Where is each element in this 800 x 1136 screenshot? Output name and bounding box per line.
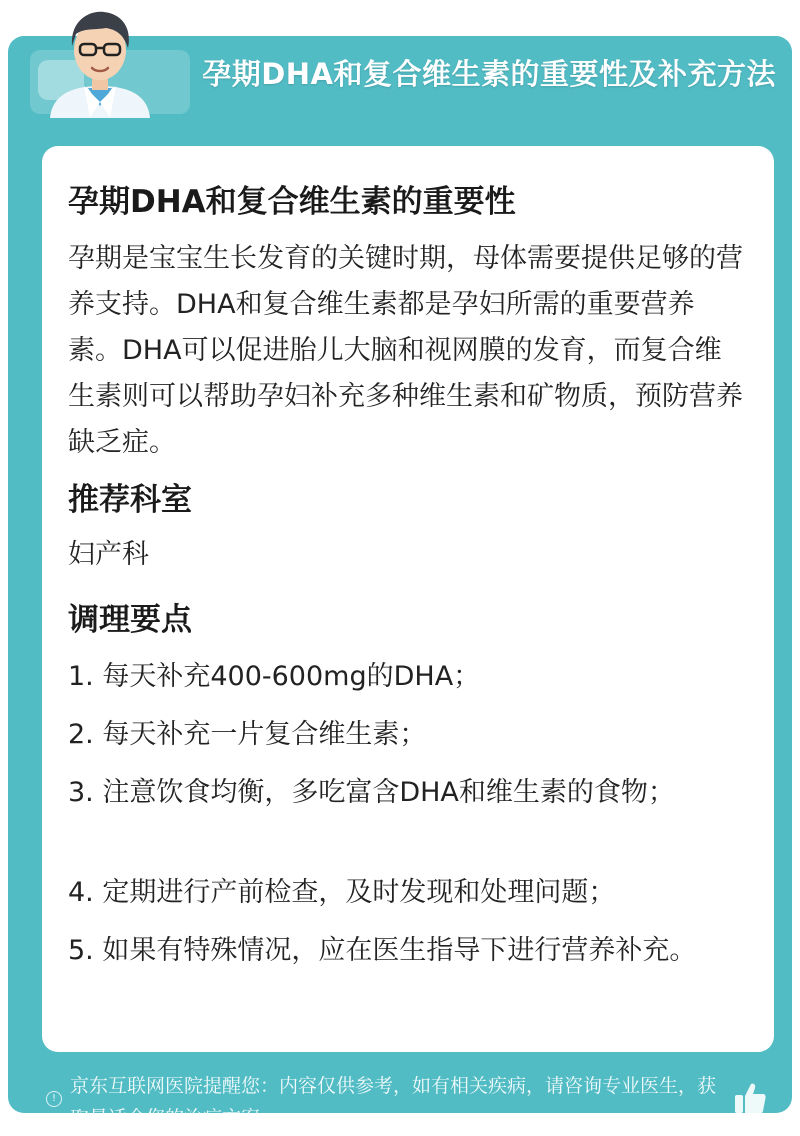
content-card — [42, 146, 774, 1052]
info-icon: ! — [46, 1091, 62, 1107]
footer-disclaimer: 京东互联网医院提醒您：内容仅供参考，如有相关疾病，请咨询专业医生，获取最适合您的治疗方案 — [70, 1075, 717, 1129]
thumbs-up-icon[interactable] — [732, 1080, 768, 1116]
section-body-importance: 孕期是宝宝生长发育的关键时期，母体需要提供足够的营养支持。DHA和复合维生素都是孕妇所需的重要营养素。DHA可以促进胎儿大脑和视网膜的发育，而复合维生素则可以帮助孕妇补充多种维生素和矿物质，预防营养缺乏症。 — [68, 243, 743, 458]
list-item: 1. 每天补充400-600mg的DHA； — [68, 661, 481, 692]
list-item: 2. 每天补充一片复合维生素； — [68, 719, 427, 750]
section-body-department: 妇产科 — [68, 539, 149, 570]
footer — [8, 1066, 792, 1136]
list-item: 4. 定期进行产前检查，及时发现和处理问题； — [68, 877, 616, 908]
page-title: 孕期DHA和复合维生素的重要性及补充方法 — [202, 57, 776, 91]
section-heading-importance: 孕期DHA和复合维生素的重要性 — [68, 184, 516, 220]
section-heading-department: 推荐科室 — [68, 482, 192, 518]
article-frame — [8, 36, 792, 1129]
list-item: 5. 如果有特殊情况，应在医生指导下进行营养补充。 — [68, 935, 697, 966]
section-heading-tips: 调理要点 — [68, 602, 192, 638]
list-item: 3. 注意饮食均衡，多吃富含DHA和维生素的食物； — [68, 777, 675, 808]
doctor-avatar — [40, 6, 160, 118]
